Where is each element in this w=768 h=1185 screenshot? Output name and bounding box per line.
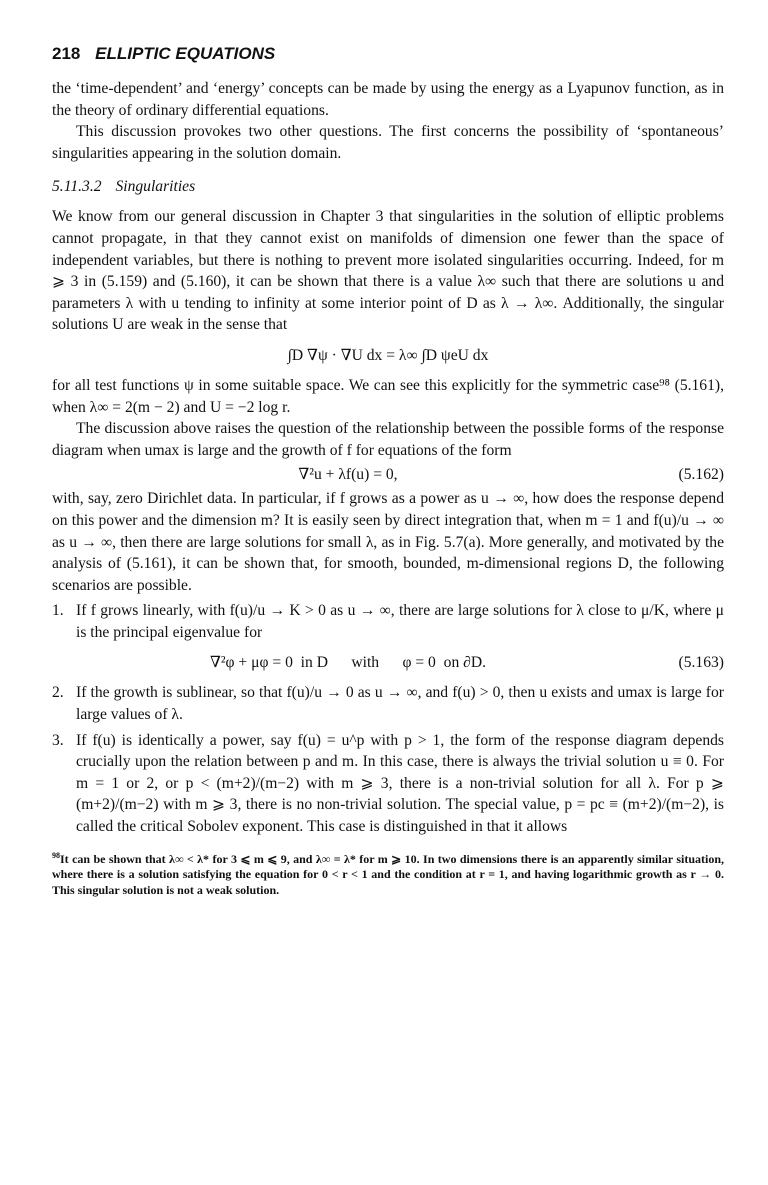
list-item-number: 3.: [52, 731, 64, 749]
paragraph-2: This discussion provokes two other questions. The first concerns the possibility of ‘spontaneous’ singularities appearing in the solution domain.: [52, 123, 724, 162]
equation-5163: [52, 653, 724, 672]
page: [52, 44, 724, 898]
footnote: [52, 848, 724, 899]
footnote-mark: 98: [52, 850, 60, 860]
scenario-list: [52, 600, 724, 837]
section-title: Singularities: [115, 178, 196, 196]
list-item: [52, 600, 724, 643]
footnote-text: It can be shown that λ∞ < λ* for 3 ⩽ m ⩽ 9, and λ∞ = λ* for m ⩾ 10. In two dimensions there is an apparently similar situation, where there is a solution satisfying the equation for 0 < r < 1 and the condition at r = 1, and having logarithmic growth as r → 0. This singular solution is not a weak solution.: [52, 851, 724, 897]
list-item-number: 2.: [52, 684, 64, 702]
equation-5163-body: ∇²φ + μφ = 0 in D with φ = 0 on ∂D.: [209, 654, 487, 672]
equation-weak-body: ∫D ∇ψ · ∇U dx = λ∞ ∫D ψeU dx: [287, 346, 489, 364]
equation-5162: [52, 465, 724, 484]
list-item: [52, 730, 724, 838]
section-heading: [52, 178, 724, 196]
paragraph-6: with, say, zero Dirichlet data. In particular, if f grows as a power as u → ∞, how does the response depend on this power and the dimension m? It is easily seen by direct integration that, when m = 1 and f(u)/u → ∞ as u → ∞, then there are large solutions for small λ, as in Fig. 5.7(a). More generally, and motivated by the analysis of (5.161), it can be shown that, for smooth, bounded, m-dimensional regions D, the following scenarios are possible.: [52, 490, 724, 594]
running-header: [52, 44, 724, 64]
section-number: 5.11.3.2: [52, 178, 102, 196]
paragraph-1: the ‘time-dependent’ and ‘energy’ concepts can be made by using the energy as a Lyapunov function, as in the theory of ordinary differential equations.: [52, 80, 724, 119]
list-item-text: If f(u) is identically a power, say f(u) = u^p with p > 1, the form of the response diagram depends crucially upon the relation between p and m. In this case, there is always the trivial solution u ≡ 0. For m = 1 or 2, or p < (m+2)/(m−2) with m ⩾ 3, there is a non-trivial solution for all λ. For p ⩾ (m+2)/(m−2) with m ⩾ 3, there is no non-trivial solution. The special value, p = pc ≡ (m+2)/(m−2), is called the critical Sobolev exponent. This case is distinguished in that it allows: [76, 731, 724, 836]
list-item-number: 1.: [52, 602, 64, 620]
equation-5162-label: (5.162): [678, 465, 724, 483]
paragraph-5: The discussion above raises the question of the relationship between the possible forms of the response diagram when umax is large and the growth of f for equations of the form: [52, 420, 724, 459]
equation-5163-label: (5.163): [678, 653, 724, 671]
list-item: [52, 682, 724, 725]
running-title: ELLIPTIC EQUATIONS: [95, 44, 276, 63]
paragraph-4: for all test functions ψ in some suitable space. We can see this explicitly for the symmetric case⁹⁸ (5.161), when λ∞ = 2(m − 2) and U = −2 log r.: [52, 376, 724, 416]
paragraph-3: We know from our general discussion in Chapter 3 that singularities in the solution of elliptic problems cannot propagate, in that they cannot exist on manifolds of dimension one fewer than the space of independent variables, but there is nothing to prevent more isolated singularities occurring. Indeed, for m ⩾ 3 in (5.159) and (5.160), it can be shown that there is a value λ∞ such that there are solutions u and parameters λ with u tending to infinity at some interior point of D as λ → λ∞. Additionally, the singular solutions U are weak in the sense that: [52, 208, 724, 334]
equation-weak: [52, 346, 724, 365]
page-number: 218: [52, 44, 81, 63]
list-item-text: If f grows linearly, with f(u)/u → K > 0 as u → ∞, there are large solutions for λ close to μ/K, where μ is the principal eigenvalue for: [76, 602, 724, 641]
list-item-text: If the growth is sublinear, so that f(u)/u → 0 as u → ∞, and f(u) > 0, then u exists and umax is large for large values of λ.: [76, 684, 724, 724]
equation-5162-body: ∇²u + λf(u) = 0,: [298, 466, 398, 484]
